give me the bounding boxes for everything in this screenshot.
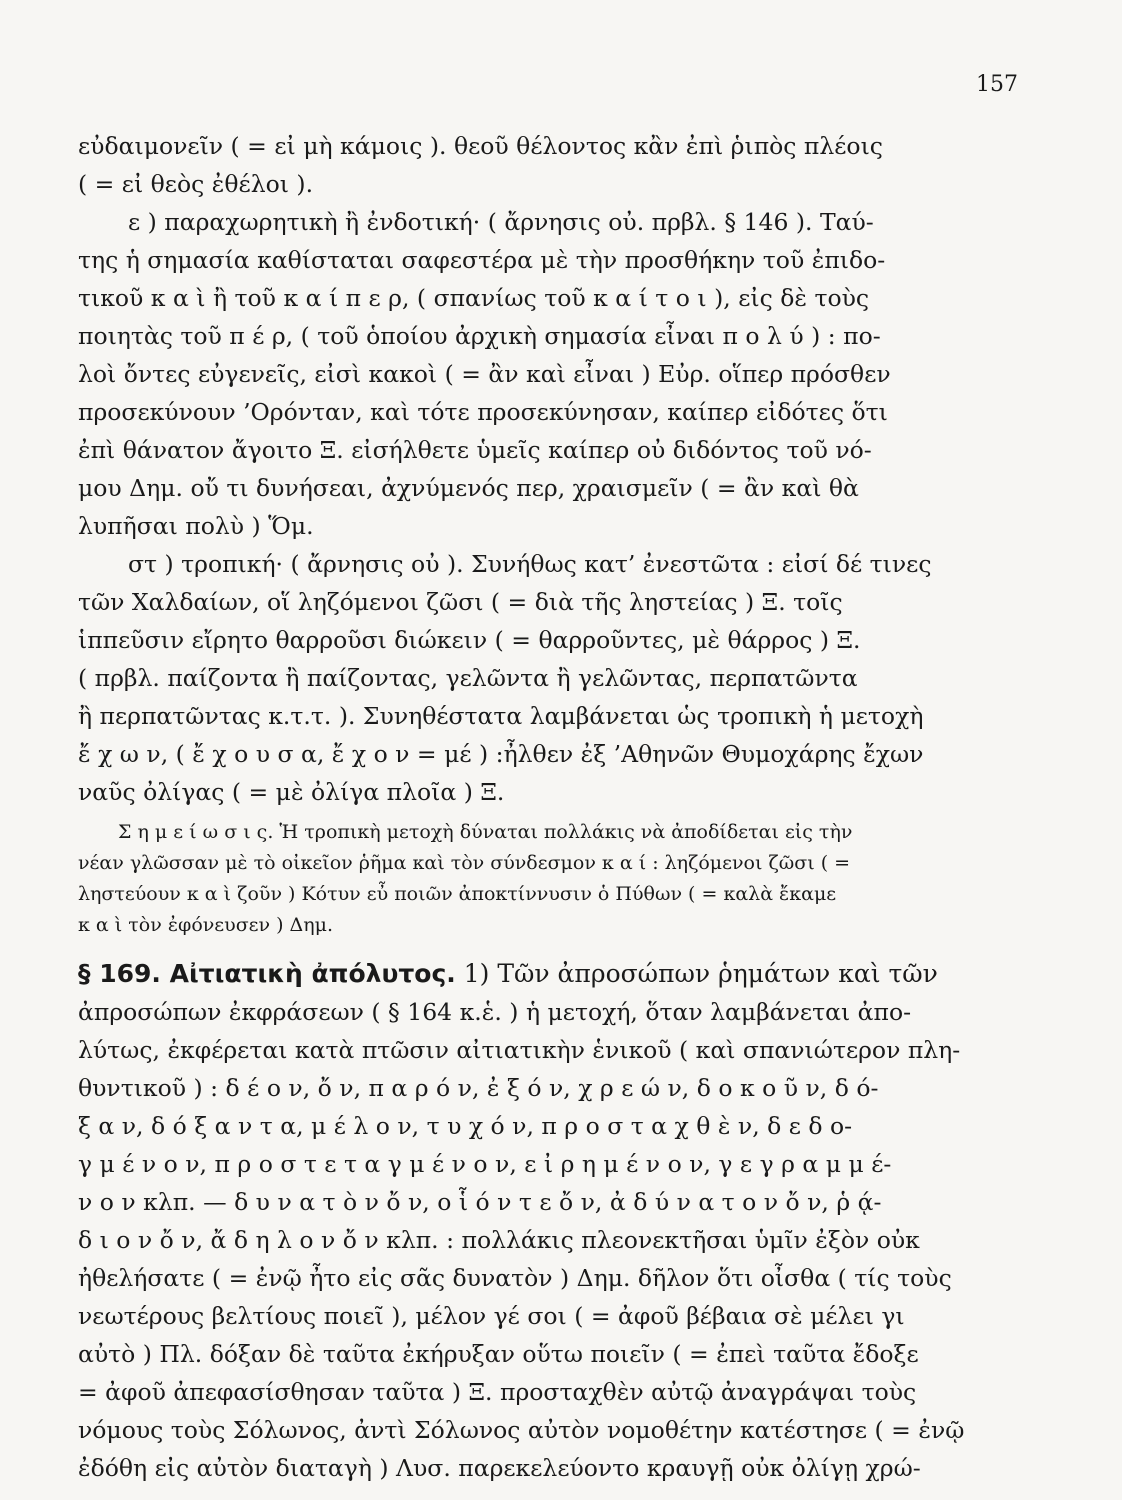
- text-line: = ἀφοῦ ἀπεφασίσθησαν ταῦτα ) Ξ. προσταχθὲν αὐτῷ ἀναγράψαι τοὺς: [78, 1378, 917, 1406]
- page-number: 157: [976, 72, 1018, 97]
- note-line: ληστεύουν κ α ὶ ζοῦν ) Κότυν εὖ ποιῶν ἀποκτίννυσιν ὁ Πύθων ( = καλὰ ἔκαμε: [78, 883, 837, 905]
- text-line: ποιητὰς τοῦ π έ ρ, ( τοῦ ὁποίου ἀρχικὴ σημασία εἶναι π ο λ ύ ) : πο-: [78, 322, 881, 350]
- text-line: ἢ περπατῶντας κ.τ.τ. ). Συνηθέστατα λαμβάνεται ὡς τροπικὴ ἡ μετοχὴ: [78, 702, 924, 730]
- text-line: αὐτὸ ) Πλ. δόξαν δὲ ταῦτα ἐκήρυξαν οὕτω ποιεῖν ( = ἐπεὶ ταῦτα ἔδοξε: [78, 1340, 919, 1368]
- text-line: στ ) τροπική· ( ἄρνησις οὐ ). Συνήθως κατ’ ἐνεστῶτα : εἰσί δέ τινες: [128, 550, 932, 578]
- text-line: ε ) παραχωρητικὴ ἢ ἐνδοτική· ( ἄρνησις οὐ. πρβλ. § 146 ). Ταύ-: [128, 208, 874, 236]
- text-line: ( πρβλ. παίζοντα ἢ παίζοντας, γελῶντα ἢ γελῶντας, περπατῶντα: [78, 664, 858, 692]
- text-line: τικοῦ κ α ὶ ἢ τοῦ κ α ί π ε ρ, ( σπανίως τοῦ κ α ί τ ο ι ), εἰς δὲ τοὺς: [78, 284, 870, 312]
- text-line: ἠθελήσατε ( = ἐνῷ ἦτο εἰς σᾶς δυνατὸν ) Δημ. δῆλον ὅτι οἶσθα ( τίς τοὺς: [78, 1264, 952, 1292]
- text-line: ἀπροσώπων ἐκφράσεων ( § 164 κ.ἑ. ) ἡ μετοχή, ὅταν λαμβάνεται ἀπο-: [78, 998, 912, 1026]
- text-line: ἐπὶ θάνατον ἄγοιτο Ξ. εἰσήλθετε ὑμεῖς καίπερ οὐ διδόντος τοῦ νό-: [78, 436, 872, 464]
- text-line: λύτως, ἐκφέρεται κατὰ πτῶσιν αἰτιατικὴν ἑνικοῦ ( καὶ σπανιώτερον πλη-: [78, 1036, 961, 1064]
- text-line: γ μ έ ν ο ν, π ρ ο σ τ ε τ α γ μ έ ν ο ν, ε ἰ ρ η μ έ ν ο ν, γ ε γ ρ α μ μ έ-: [78, 1150, 892, 1178]
- text-line: εὐδαιμονεῖν ( = εἰ μὴ κάμοις ). θεοῦ θέλοντος κἂν ἐπὶ ῥιπὸς πλέοις: [78, 132, 883, 160]
- page-body: [78, 127, 1022, 1487]
- text-line: δ ι ο ν ὄ ν, ἄ δ η λ ο ν ὄ ν κλπ. : πολλάκις πλεονεκτῆσαι ὑμῖν ἐξὸν οὐκ: [78, 1226, 920, 1254]
- text-line: λοὶ ὄντες εὐγενεῖς, εἰσὶ κακοὶ ( = ἂν καὶ εἶναι ) Εὐρ. οἵπερ πρόσθεν: [78, 360, 891, 388]
- text-line: ν ο ν κλπ. — δ υ ν α τ ὸ ν ὄ ν, ο ἷ ό ν τ ε ὄ ν, ἀ δ ύ ν α τ ο ν ὄ ν, ῥ ᾴ-: [78, 1188, 882, 1216]
- text-line: μου Δημ. οὔ τι δυνήσεαι, ἀχνύμενός περ, χραισμεῖν ( = ἂν καὶ θὰ: [78, 474, 859, 502]
- section-heading-rest: 1) Τῶν ἀπροσώπων ῥημάτων καὶ τῶν: [455, 959, 938, 988]
- section-heading: § 169. Αἰτιατικὴ ἀπόλυτος.: [78, 959, 456, 988]
- text-line: λυπῆσαι πολὺ ) Ὅμ.: [78, 512, 314, 540]
- text-line: θυντικοῦ ) : δ έ ο ν, ὄ ν, π α ρ ό ν, ἐ ξ ό ν, χ ρ ε ώ ν, δ ο κ ο ῦ ν, δ ό-: [78, 1074, 879, 1102]
- text-line: τῶν Χαλδαίων, οἵ ληζόμενοι ζῶσι ( = διὰ τῆς ληστείας ) Ξ. τοῖς: [78, 588, 843, 616]
- note-line: κ α ὶ τὸν ἐφόνευσεν ) Δημ.: [78, 914, 334, 936]
- text-line: νεωτέρους βελτίους ποιεῖ ), μέλον γέ σοι ( = ἀφοῦ βέβαια σὲ μέλει γι: [78, 1302, 905, 1330]
- text-line: ἱππεῦσιν εἴρητο θαρροῦσι διώκειν ( = θαρροῦντες, μὲ θάρρος ) Ξ.: [78, 626, 861, 654]
- text-line: νόμους τοὺς Σόλωνος, ἀντὶ Σόλωνος αὐτὸν νομοθέτην κατέστησε ( = ἐνῷ: [78, 1416, 965, 1444]
- note-line: Σ η μ ε ί ω σ ι ς. Ἡ τροπικὴ μετοχὴ δύναται πολλάκις νὰ ἀποδίδεται εἰς τὴν: [118, 821, 853, 843]
- text-line: ( = εἰ θεὸς ἐθέλοι ).: [78, 170, 314, 198]
- text-line: προσεκύνουν ’Ορόνταν, καὶ τότε προσεκύνησαν, καίπερ εἰδότες ὅτι: [78, 398, 888, 426]
- text-line: της ἡ σημασία καθίσταται σαφεστέρα μὲ τὴν προσθήκην τοῦ ἐπιδο-: [78, 246, 886, 274]
- text-line: ἐδόθη εἰς αὐτὸν διαταγὴ ) Λυσ. παρεκελεύοντο κραυγῇ οὐκ ὀλίγῃ χρώ-: [78, 1454, 921, 1482]
- note-line: νέαν γλῶσσαν μὲ τὸ οἰκεῖον ῥῆμα καὶ τὸν σύνδεσμον κ α ί : ληζόμενοι ζῶσι ( =: [78, 852, 851, 874]
- text-line: ναῦς ὀλίγας ( = μὲ ὀλίγα πλοῖα ) Ξ.: [78, 778, 505, 806]
- text-line: ἔ χ ω ν, ( ἔ χ ο υ σ α, ἔ χ ο ν = μέ ) :ἦλθεν ἐξ ’Αθηνῶν Θυμοχάρης ἔχων: [78, 740, 924, 768]
- section-first-line: [78, 955, 1022, 993]
- text-line: ξ α ν, δ ό ξ α ν τ α, μ έ λ ο ν, τ υ χ ό ν, π ρ ο σ τ α χ θ ὲ ν, δ ε δ ο-: [78, 1112, 853, 1140]
